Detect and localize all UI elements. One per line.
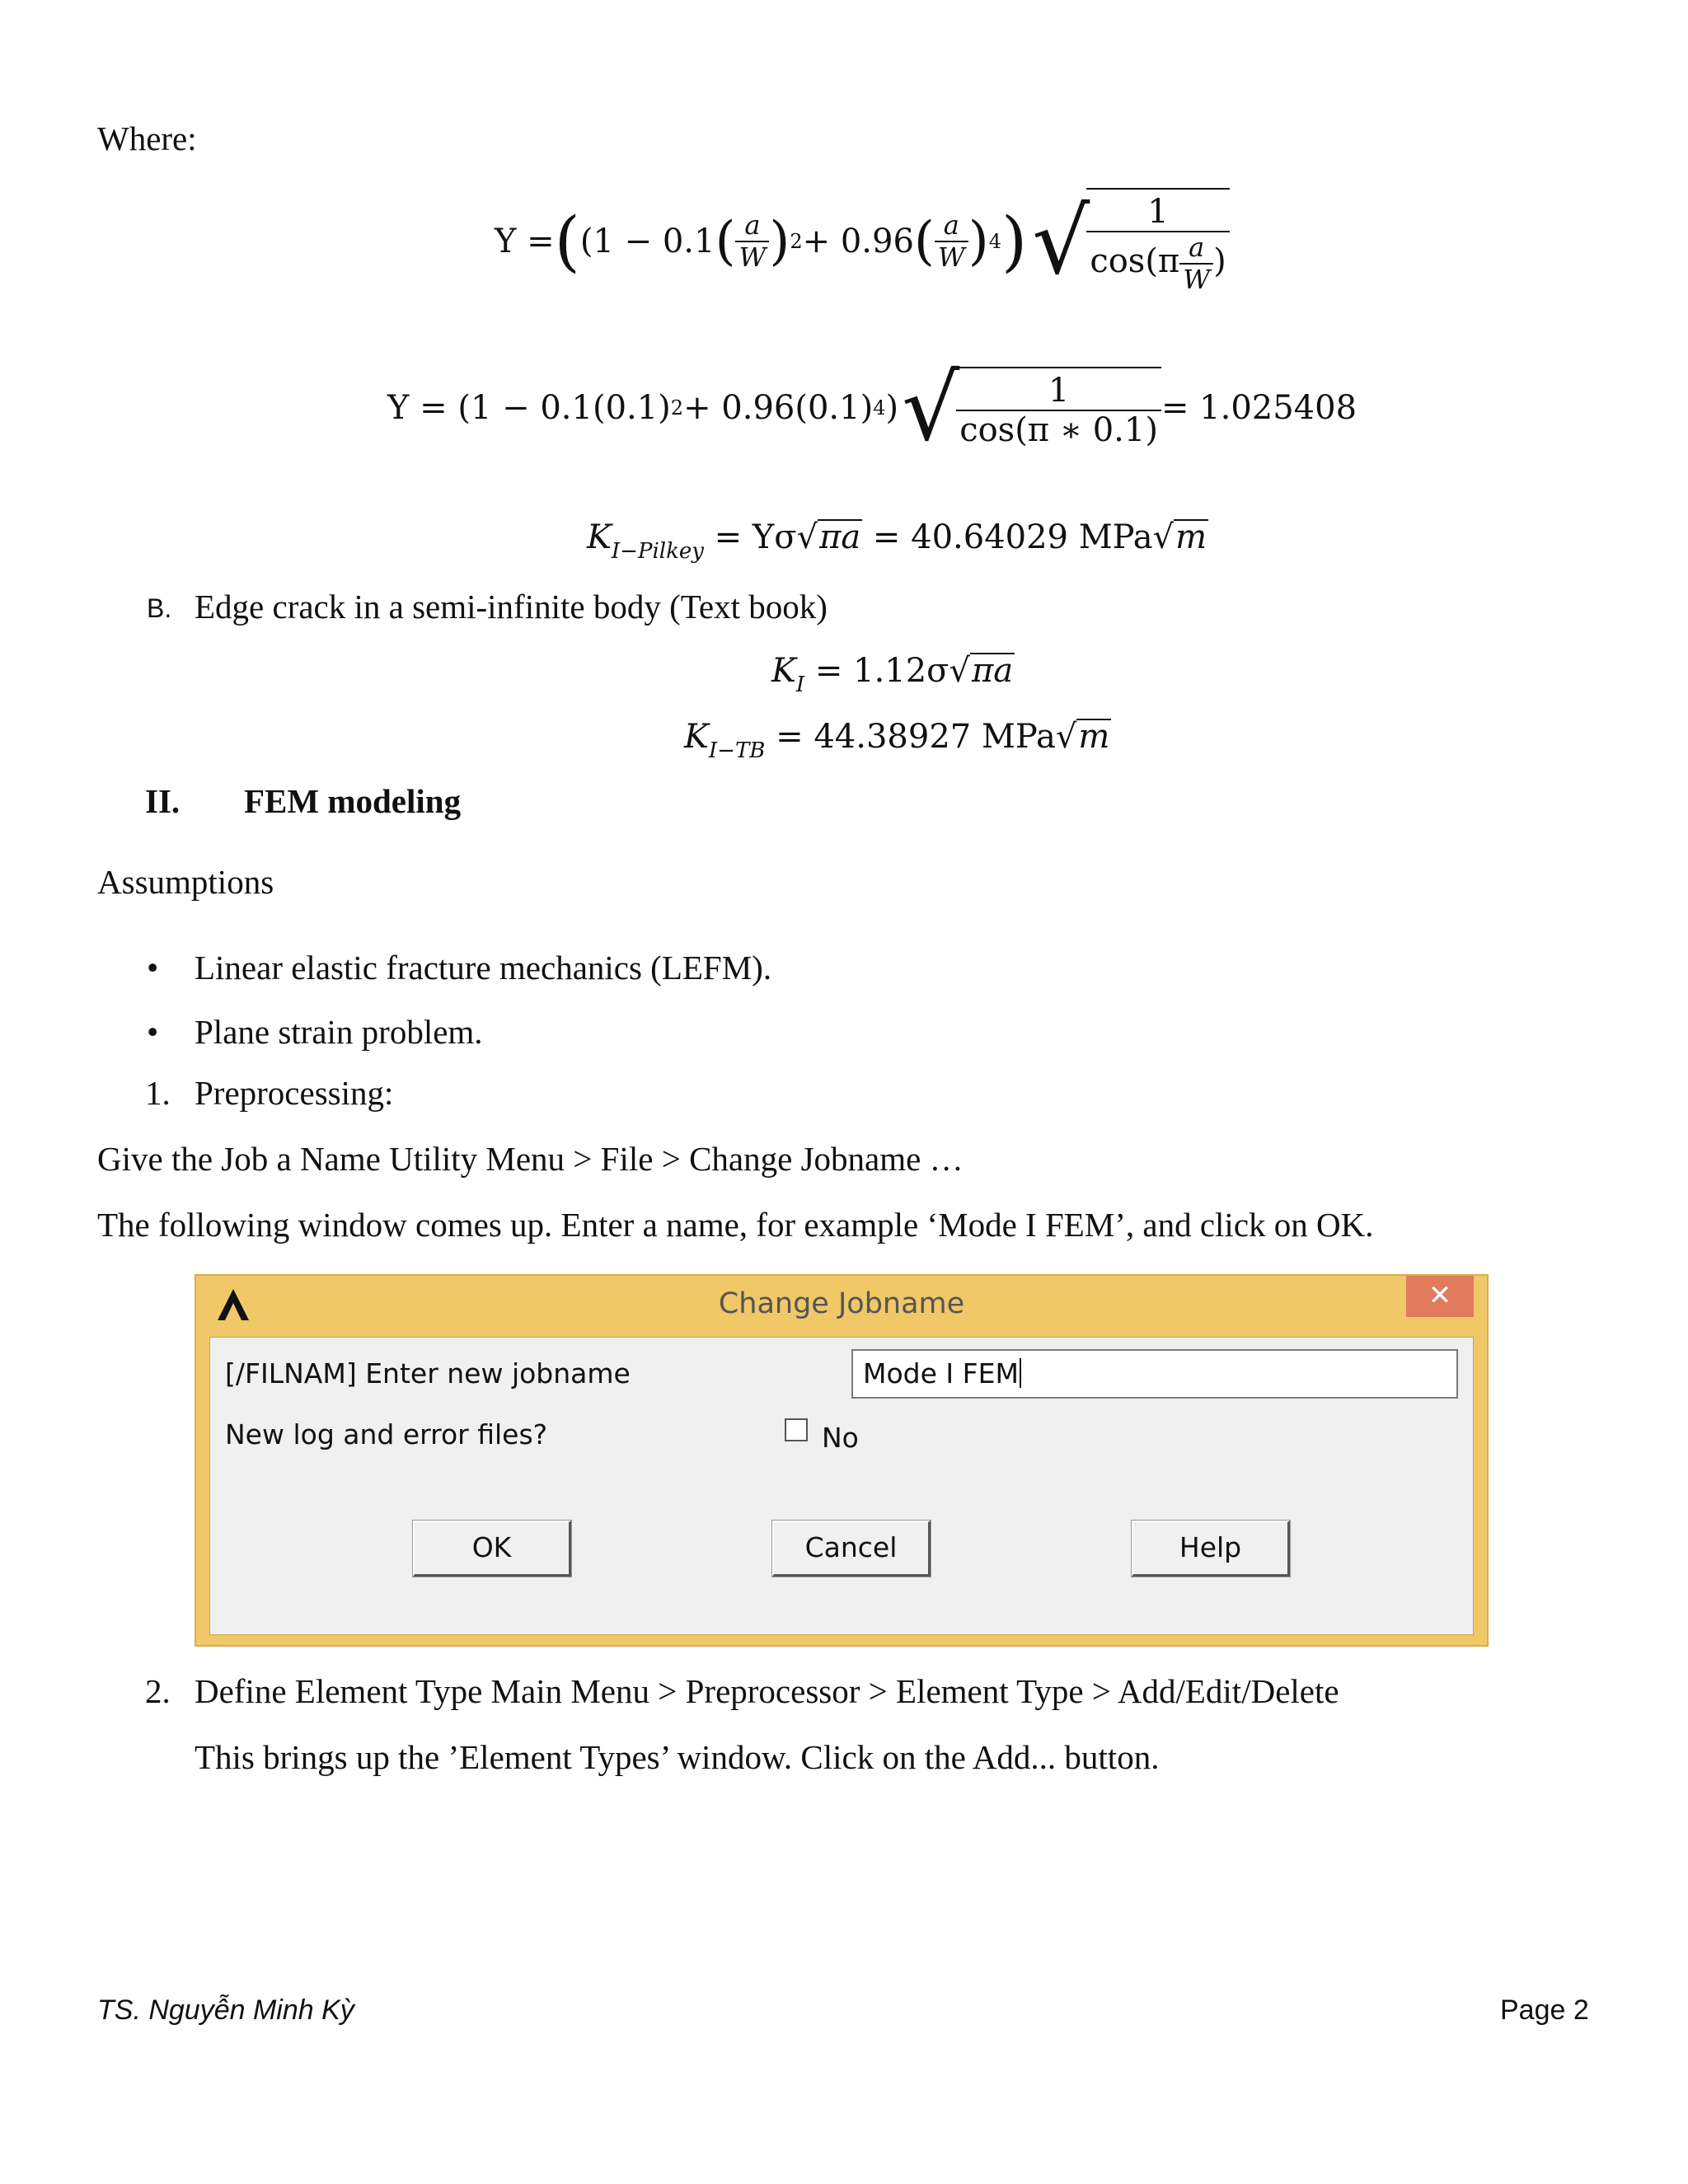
step-1-marker: 1. [145,1074,171,1112]
text-caret [1020,1358,1021,1388]
step-2-followup: This brings up the ’Element Types’ window. Click on the Add... button. [195,1738,1160,1776]
eq2-result: = 1.025408 [1160,389,1357,427]
bullet-item: Plane strain problem. [195,1013,483,1051]
item-b-text: Edge crack in a semi-infinite body (Text book) [195,588,828,626]
paragraph-change-jobname: Give the Job a Name Utility Menu > File > Change Jobname … [97,1140,964,1178]
equation-y-value: Y = (1 − 0.1(0.1) 2 + 0.96(0.1) 4 ) √ $\frac{1}{\cos(\pi ∗ 0.1)}$ = 1.025408 [387,355,1357,461]
close-icon[interactable]: ✕ [1406,1276,1474,1317]
paragraph-window-instructions: The following window comes up. Enter a name, for example ‘Mode I FEM’, and click on OK. [97,1206,1374,1244]
log-files-label: New log and error files? [225,1418,548,1451]
eq2-denominator: cos(π ∗ 0.1) [959,411,1158,449]
bullet-item: Linear elastic fracture mechanics (LEFM). [195,949,772,987]
section-2-marker: II. [145,782,181,820]
checkbox-label: No [822,1422,859,1454]
bullet-glyph: • [147,949,159,987]
dialog-body [209,1337,1474,1635]
jobname-label: [/FILNAM] Enter new jobname [225,1357,631,1390]
equation-k-pilkey: $K_{I-Pilkey} = Y\sigma√\pi a = 40.64029$ MPa√m [587,518,1207,564]
item-b-marker: B. [147,593,172,623]
equation-k-tb-value: $K_{I-TB} = 44.38927$ MPa√m [684,718,1110,763]
eq1-open: (1 − 0.1 [579,223,715,260]
ok-button[interactable]: OK [413,1521,571,1577]
dialog-title: Change Jobname [718,1287,965,1320]
new-log-checkbox[interactable] [785,1418,808,1441]
jobname-input-value: Mode I FEM [863,1357,1019,1390]
help-button[interactable]: Help [1132,1521,1290,1577]
equation-y-formula: Y = ( (1 − 0.1 ( $\frac{a}{W}$ ) 2 + 0.96 ( $\frac{a}{W}$ ) 4 ) √ 1 cos(π $\frac{a}{W}$ ) [495,180,1230,303]
step-2-marker: 2. [145,1672,171,1710]
step-1-text: Preprocessing: [195,1074,394,1112]
cancel-button[interactable]: Cancel [772,1521,931,1577]
section-2-title: FEM modeling [244,782,462,820]
bullet-glyph: • [147,1013,159,1051]
footer-author: TS. Nguyễn Minh Kỳ [97,1994,354,2026]
step-2-text: Define Element Type Main Menu > Preprocessor > Element Type > Add/Edit/Delete [195,1672,1339,1710]
eq1-lhs: Y = [495,223,555,260]
assumptions-label: Assumptions [97,863,274,901]
jobname-input[interactable] [851,1349,1458,1399]
footer-page-number: Page 2 [1500,1994,1589,2026]
eq1-exp2: 2 [790,230,803,253]
eq1-exp4: 4 [988,230,1001,253]
where-label: Where: [97,120,197,157]
eq2-lhs: Y = (1 − 0.1(0.1) [387,389,671,427]
eq1-numerator: 1 [1086,193,1229,232]
change-jobname-dialog [195,1274,1489,1647]
eq1-plus: + 0.96 [802,223,914,260]
equation-k-textbook: $K_I = 1.12\sigma√\pi a$ [771,652,1014,697]
